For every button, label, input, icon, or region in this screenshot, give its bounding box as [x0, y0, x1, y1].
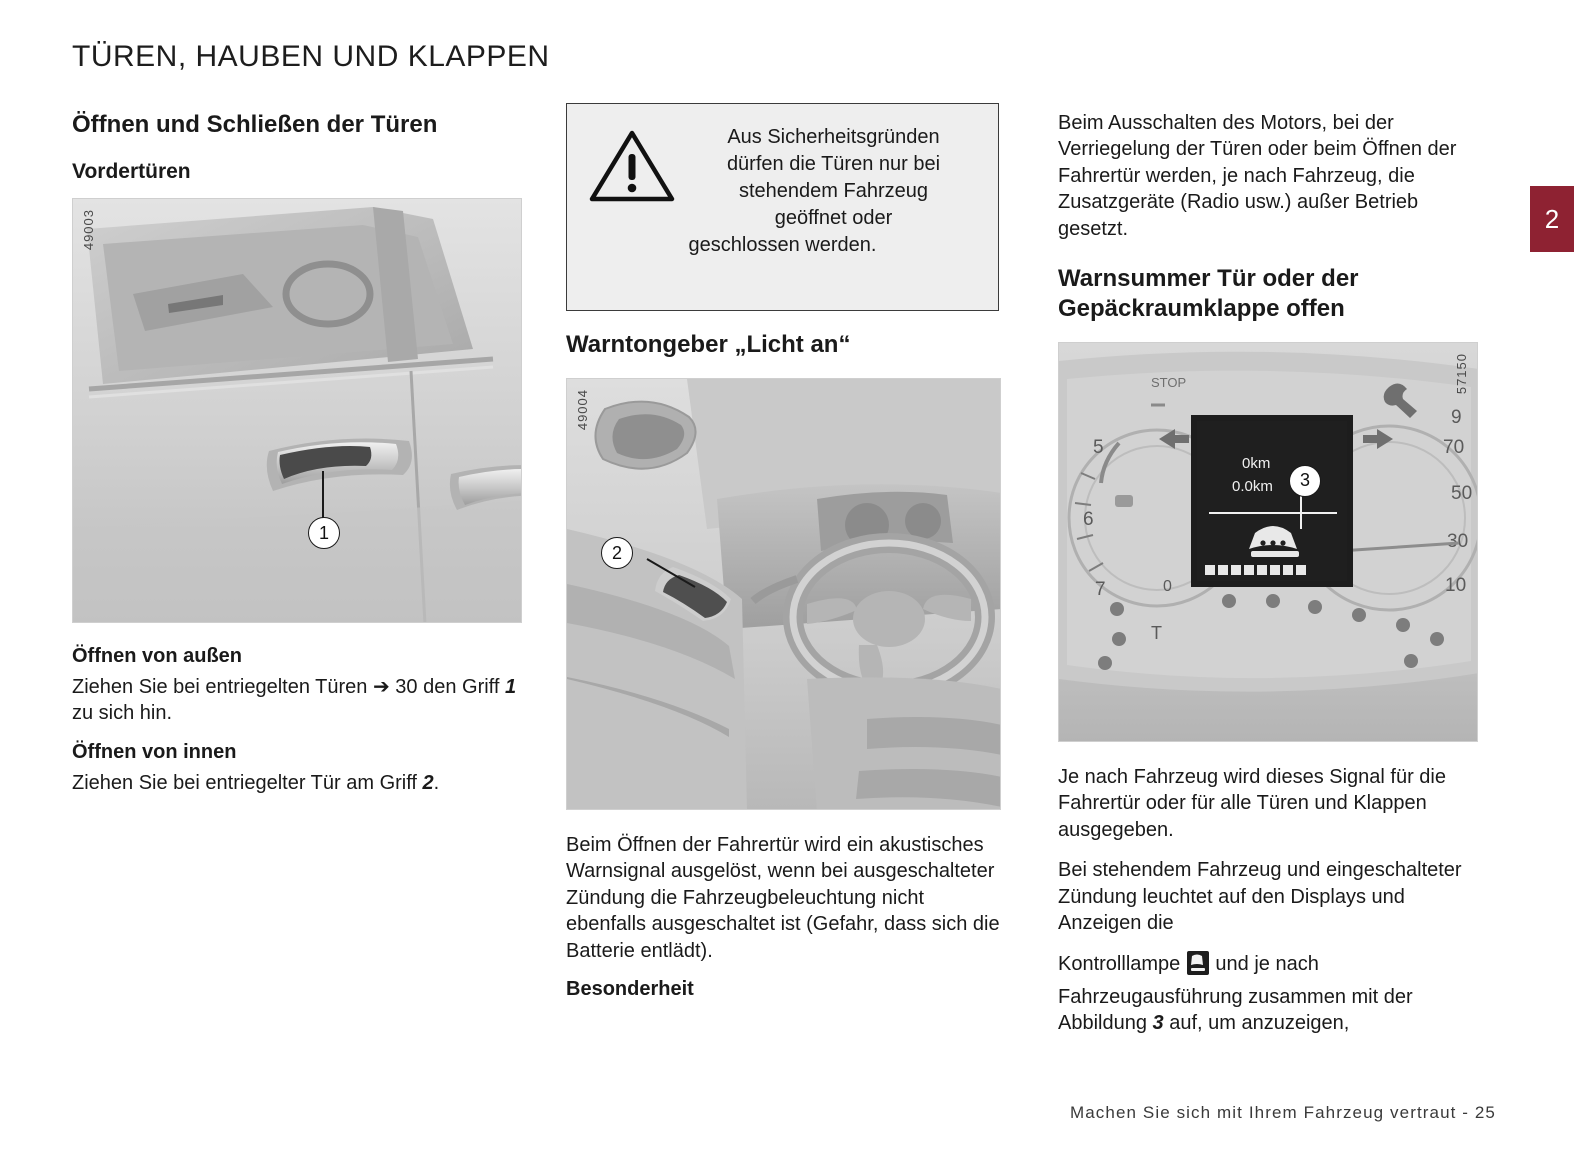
figure-id-cluster: 57150: [1454, 352, 1469, 395]
section-heading-light-warning: Warntongeber „Licht an“: [566, 331, 851, 358]
right-paragraph-2: Je nach Fahrzeug wird dieses Signal für die Fahrertür oder für alle Türen und Klappen ausgegeben.: [1058, 765, 1446, 841]
svg-text:0km: 0km: [1242, 454, 1271, 472]
warning-line-2: dürfen die Türen nur bei: [726, 153, 941, 175]
open-outside-text: [72, 674, 522, 727]
callout-2: 2: [601, 537, 633, 569]
safety-warning-box: [566, 103, 999, 311]
section-heading-door-buzzer: Warnsummer Tür oder der Gepäckraumklappe offen: [1058, 264, 1359, 322]
telltale-text-mid: und je nach Fahrzeugausführung zusammen mit der Abbildung: [1058, 953, 1413, 1035]
right-paragraph-3: Bei stehendem Fahrzeug und eingeschalteter Zündung leuchtet auf den Displays und Anzeigen die: [1058, 859, 1462, 934]
svg-text:5: 5: [1093, 436, 1104, 458]
svg-text:7: 7: [1095, 578, 1106, 600]
light-warning-paragraph: Beim Öffnen der Fahrertür wird ein akustisches Warnsignal ausgelöst, wenn bei ausgeschalteter Zündung die Fahrzeugbeleuchtung nicht ebenfalls ausgeschaltet ist (Gefahr, dass sich die Batterie entlädt).: [566, 834, 1000, 962]
svg-text:6: 6: [1083, 508, 1094, 530]
open-inside-period: .: [433, 771, 440, 794]
interior-illustration: [567, 379, 1001, 810]
cluster-illustration: [1059, 343, 1478, 742]
warning-line-3: stehendem Fahrzeug: [738, 180, 928, 202]
svg-text:T: T: [1151, 622, 1162, 643]
right-paragraph-4: [1058, 950, 1478, 1036]
column-right: [1058, 110, 1478, 1050]
block-open-inside: [72, 741, 522, 796]
item-ref-1: 1: [505, 676, 517, 698]
figure-id: 49003: [81, 209, 96, 251]
open-door-warning-icon: [1186, 950, 1210, 983]
block-open-outside: [72, 645, 522, 727]
open-inside-text-before: Ziehen Sie bei entriegelter Tür am Griff: [72, 771, 417, 794]
warning-line-5: geschlossen werden.: [688, 234, 877, 256]
door-illustration: [73, 199, 522, 623]
svg-text:0.0km: 0.0km: [1232, 477, 1273, 495]
svg-text:10: 10: [1445, 574, 1467, 596]
figure-id-interior: 49004: [575, 389, 590, 431]
warning-triangle-icon: [589, 128, 675, 209]
page-footer: Machen Sie sich mit Ihrem Fahrzeug vertraut - 25: [1069, 1103, 1496, 1122]
column-left: [72, 110, 522, 810]
special-feature-title: Besonderheit: [566, 977, 694, 1000]
arrow-icon: ➔: [372, 676, 390, 698]
callout-3: 3: [1289, 465, 1321, 497]
open-inside-text: [72, 770, 522, 796]
figure-door-handle: [72, 198, 522, 623]
open-outside-text-before: Ziehen Sie bei entriegelten Türen: [72, 676, 368, 698]
open-outside-text-after-1: den Griff: [423, 676, 500, 698]
section-heading-doors: Öffnen und Schließen der Türen: [72, 111, 438, 138]
figure-instrument-cluster: [1058, 342, 1478, 742]
chapter-number: 2: [1544, 203, 1560, 234]
svg-text:STOP: STOP: [1151, 374, 1187, 390]
svg-text:50: 50: [1451, 482, 1473, 504]
item-ref-3: 3: [1152, 1012, 1164, 1035]
page-title: TÜREN, HAUBEN UND KLAPPEN: [72, 40, 550, 73]
chapter-tab: [1530, 186, 1574, 252]
callout-1: 1: [308, 517, 340, 549]
telltale-text-after: auf, um anzuzeigen,: [1169, 1012, 1350, 1035]
warning-line-4: geöffnet oder: [774, 207, 893, 229]
open-outside-text-after-2: zu sich hin.: [72, 702, 173, 725]
item-ref-2: 2: [422, 771, 434, 794]
right-paragraph-1: Beim Ausschalten des Motors, bei der Verriegelung der Türen oder beim Öffnen der Fahrertür werden, je nach Fahrzeug, die Zusatzgeräte (Radio usw.) außer Betrieb gesetzt.: [1058, 112, 1457, 240]
telltale-text-before: Kontrolllampe: [1058, 953, 1181, 976]
subsection-front-doors: Vordertüren: [72, 160, 191, 183]
svg-text:0: 0: [1163, 577, 1172, 595]
column-middle: [566, 330, 1001, 1007]
svg-text:30: 30: [1447, 530, 1469, 552]
warning-line-1: Aus Sicherheitsgründen: [727, 126, 940, 148]
page-reference: 30: [395, 676, 418, 698]
open-inside-title: Öffnen von innen: [72, 740, 237, 763]
open-outside-title: Öffnen von außen: [72, 645, 242, 667]
svg-text:9: 9: [1451, 406, 1462, 428]
figure-interior: [566, 378, 1001, 810]
svg-text:70: 70: [1443, 436, 1465, 458]
